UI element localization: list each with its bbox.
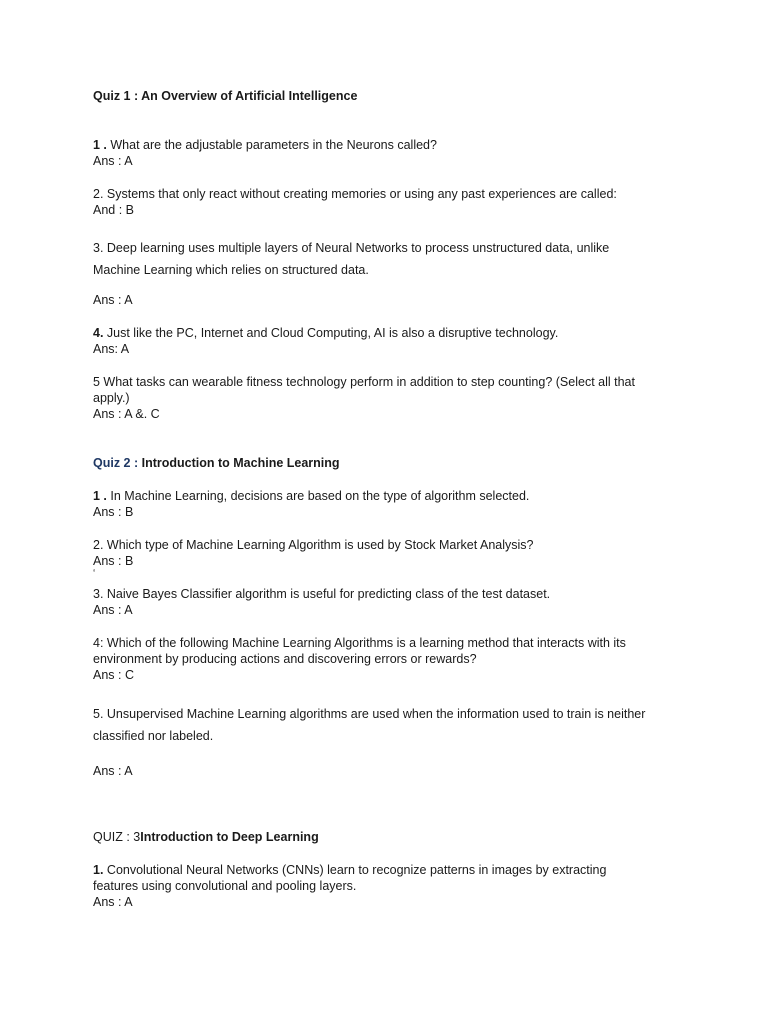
quiz3-title-text: Introduction to Deep Learning [140, 830, 319, 844]
quiz1-title: Quiz 1 : An Overview of Artificial Intelligence [93, 89, 358, 103]
quiz3-q1-line2: features using convolutional and pooling layers. [93, 879, 357, 893]
question-number: 4. [93, 326, 104, 340]
quiz1-q3-line2: Machine Learning which relies on structured data. [93, 263, 369, 277]
quiz2-q3: 3. Naive Bayes Classifier algorithm is useful for predicting class of the test dataset. [93, 587, 551, 601]
quiz1-q3-line1: 3. Deep learning uses multiple layers of Neural Networks to process unstructured data, unlike [93, 241, 610, 255]
quiz2-q5-line2: classified nor labeled. [93, 729, 214, 743]
quiz2-q1 [93, 488, 529, 504]
quiz2-q4-answer: Ans : C [93, 668, 134, 682]
quiz2-q5-line1: 5. Unsupervised Machine Learning algorithms are used when the information used to train is neither [93, 707, 646, 721]
quiz2-q5-answer: Ans : A [93, 764, 133, 778]
stray-mark: ‘ [93, 568, 96, 579]
quiz2-q2: 2. Which type of Machine Learning Algorithm is used by Stock Market Analysis? [93, 538, 534, 552]
quiz1-q5-answer: Ans : A &. C [93, 407, 160, 421]
quiz1-q2: 2. Systems that only react without creating memories or using any past experiences are called: [93, 187, 617, 201]
question-number: 1. [93, 863, 104, 877]
quiz2-title-text: Introduction to Machine Learning [138, 456, 340, 470]
quiz2-title [93, 455, 340, 471]
question-text: Just like the PC, Internet and Cloud Computing, AI is also a disruptive technology. [103, 326, 559, 340]
quiz1-q1-answer: Ans : A [93, 154, 133, 168]
quiz2-q4-line2: environment by producing actions and discovering errors or rewards? [93, 652, 477, 666]
quiz3-q1-line1 [93, 862, 606, 878]
quiz2-q4-line1: 4: Which of the following Machine Learning Algorithms is a learning method that interacts with its [93, 636, 626, 650]
quiz2-q1-answer: Ans : B [93, 505, 134, 519]
question-number: 1 . [93, 489, 107, 503]
question-text: In Machine Learning, decisions are based on the type of algorithm selected. [106, 489, 530, 503]
quiz1-q2-answer: And : B [93, 203, 134, 217]
quiz3-q1-answer: Ans : A [93, 895, 133, 909]
quiz3-title [93, 829, 319, 845]
quiz2-label: Quiz 2 : [93, 456, 139, 470]
quiz1-q3-answer: Ans : A [93, 293, 133, 307]
question-text: Convolutional Neural Networks (CNNs) learn to recognize patterns in images by extracting [103, 863, 607, 877]
quiz1-q5-line2: apply.) [93, 391, 130, 405]
quiz3-label: QUIZ : 3 [93, 830, 141, 844]
question-text: What are the adjustable parameters in the Neurons called? [106, 138, 437, 152]
quiz1-q5-line1: 5 What tasks can wearable fitness technology perform in addition to step counting? (Select all that [93, 375, 635, 389]
quiz1-q4-answer: Ans: A [93, 342, 130, 356]
quiz2-q2-answer: Ans : B [93, 554, 134, 568]
quiz1-q4 [93, 325, 558, 341]
quiz2-q3-answer: Ans : A [93, 603, 133, 617]
quiz1-q1 [93, 137, 437, 153]
question-number: 1 . [93, 138, 107, 152]
